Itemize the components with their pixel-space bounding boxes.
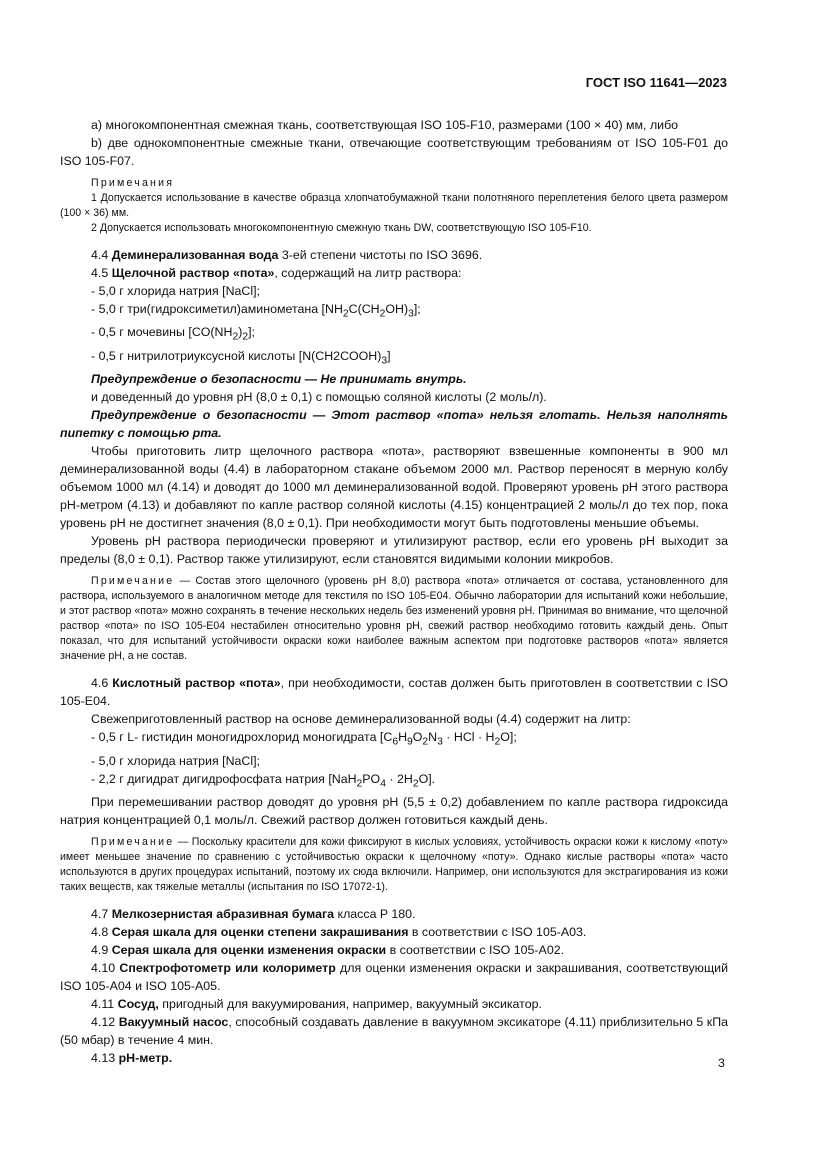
list-item: - 0,5 г нитрилотриуксусной кислоты $[N(CH2COOH)_3]$ bbox=[91, 348, 391, 367]
paragraph: Свежеприготовленный раствор на основе деминерализованной воды (4.4) содержит на литр: bbox=[91, 712, 631, 727]
ph-adjust-text: и доведенный до уровня pH (8,0 ± 0,1) с помощью соляной кислоты (2 моль/л). bbox=[91, 390, 547, 405]
safety-warning-2: Предупреждение о безопасности — Этот раствор «пота» нельзя глотать. Нельзя наполнять пипетку с помощью рта. bbox=[60, 408, 728, 441]
list-item: - 0,5 г L- гистидин моногидрохлорид моногидрата [$C_6H_9O_2N_3$ · HCl · $H_2O$]; bbox=[91, 730, 517, 748]
section-4-9: 4.9 Серая шкала для оценки изменения окраски в соответствии с ISO 105-A02. bbox=[91, 943, 565, 958]
page-body bbox=[60, 116, 728, 1067]
list-item: - 2,2 г дигидрат дигидрофосфата натрия $[NaH_2PO_4 \cdot 2H_2O]$. bbox=[91, 771, 436, 790]
section-4-10: 4.10 Спектрофотометр или колориметр для оценки изменения окраски и закрашивания, соответствующий ISO 105-A04 и ISO 105-A05. bbox=[60, 961, 728, 994]
list-item: - 5,0 г хлорида натрия [NaCl]; bbox=[91, 284, 260, 298]
section-4-11: 4.11 Сосуд, пригодный для вакуумирования, например, вакуумный эксикатор. bbox=[91, 997, 542, 1012]
note-1: 1 Допускается использование в качестве образца хлопчатобумажной ткани полотняного переплетения белого цвета размером (100 × 36) мм. bbox=[60, 192, 728, 219]
list-item: - 0,5 г мочевины $[CO(NH_2)_2]$; bbox=[91, 325, 255, 343]
section-4-4: 4.4 Деминерализованная вода 3-ей степени чистоты по ISO 3696. bbox=[91, 248, 483, 262]
section-4-6: 4.6 Кислотный раствор «пота», при необходимости, состав должен быть приготовлен в соответствии с ISO 105-E04. bbox=[60, 676, 728, 709]
paragraph: Чтобы приготовить литр щелочного раствора «пота», растворяют взвешенные компоненты в 900 мл деминерализованной воды (4.4) в лабораторном стакане объемом 2000 мл. Раствор переносят в мерную колбу объемом 1000 мл (4.14) и доводят до 1000 мл деминерализованной водой. Проверяют уровень pH этого раствора pH-метром (4.13) и добавляют по капле раствор соляной кислоты (4.15) концентрацией 2 моль/л до тех пор, пока уровень pH не достигнет значения (8,0 ± 0,1). При необходимости могут быть подготовлены меньшие объемы. bbox=[60, 444, 728, 531]
notes-heading: Примечания bbox=[91, 177, 175, 189]
list-item: - 5,0 г три(гидроксиметил)аминометана $[NH_2C(CH_2OH)_3]$; bbox=[91, 302, 421, 320]
section-4-4-title: Деминерализованная вода bbox=[111, 248, 279, 262]
page-number: 3 bbox=[718, 1056, 725, 1070]
section-4-8: 4.8 Серая шкала для оценки степени закрашивания в соответствии с ISO 105-A03. bbox=[91, 925, 587, 940]
section-4-7: 4.7 Мелкозернистая абразивная бумага класса P 180. bbox=[91, 907, 416, 922]
safety-warning-1: Предупреждение о безопасности — Не принимать внутрь. bbox=[91, 372, 467, 387]
item-a: а) многокомпонентная смежная ткань, соответствующая ISO 105-F10, размерами (100 × 40) мм, либо bbox=[91, 118, 679, 132]
paragraph: Уровень pH раствора периодически проверяют и утилизируют раствор, если его уровень pH выходит за пределы (8,0 ± 0,1). Раствор также утилизируют, если становятся видимыми колонии микробов. bbox=[60, 534, 728, 567]
section-4-6-title: Кислотный раствор «пота» bbox=[112, 676, 281, 691]
section-4-12: 4.12 Вакуумный насос, способный создавать давление в вакуумном эксикаторе (4.11) приблизительно 5 кПа (50 мбар) в течение 4 мин. bbox=[60, 1015, 728, 1048]
note-alkaline: Примечание — Состав этого щелочного (уровень pH 8,0) раствора «пота» отличается от состава, установленного для раствора, используемого в аналогичном методе для текстиля по ISO 105-E04. Обычно лаборатории для испытаний кожи небольшие, и этот раствор «пота» можно сохранять в течение нескольких недель без изменений уровня pH. Принимая во внимание, что щелочной раствор «пота» по ISO 105-E04 нестабилен относительно уровня pH, свежий раствор необходимо готовить каждый день. Опыт показал, что для испытаний устойчивости окраски кожи наиболее важным аспектом при подготовке растворов «пота» является значение pH, а не состав. bbox=[60, 575, 728, 663]
paragraph: При перемешивании раствор доводят до уровня pH (5,5 ± 0,2) добавлением по капле раствора гидроксида натрия концентрацией 0,1 моль/л. Свежий раствор должен готовиться каждый день. bbox=[60, 795, 728, 828]
note-2: 2 Допускается использовать многокомпонентную смежную ткань DW, соответствующую ISO 105-F10. bbox=[91, 222, 592, 234]
list-item: - 5,0 г хлорида натрия [NaCl]; bbox=[91, 753, 260, 768]
section-4-5-title: Щелочной раствор «пота» bbox=[111, 266, 275, 280]
section-4-5: 4.5 Щелочной раствор «пота», содержащий на литр раствора: bbox=[91, 266, 462, 280]
item-b: b) две однокомпонентные смежные ткани, отвечающие соответствующим требованиям от ISO 105-F01 до ISO 105-F07. bbox=[60, 136, 728, 168]
document-header: ГОСТ ISO 11641—2023 bbox=[585, 75, 727, 90]
note-acidic: Примечание — Поскольку красители для кожи фиксируют в кислых условиях, устойчивость окраски кожи к кислому «поту» имеет меньшее значение по сравнению с устойчивостью окраски к щелочному «поту». Однако кислые растворы «пота» часто используются в других процедурах испытаний, поэтому их сюда включили. Например, они используются для экстрагирования из кожи таких веществ, как тяжелые металлы (испытания по ISO 17072-1). bbox=[60, 836, 728, 894]
section-4-13: 4.13 pH-метр. bbox=[91, 1051, 173, 1066]
